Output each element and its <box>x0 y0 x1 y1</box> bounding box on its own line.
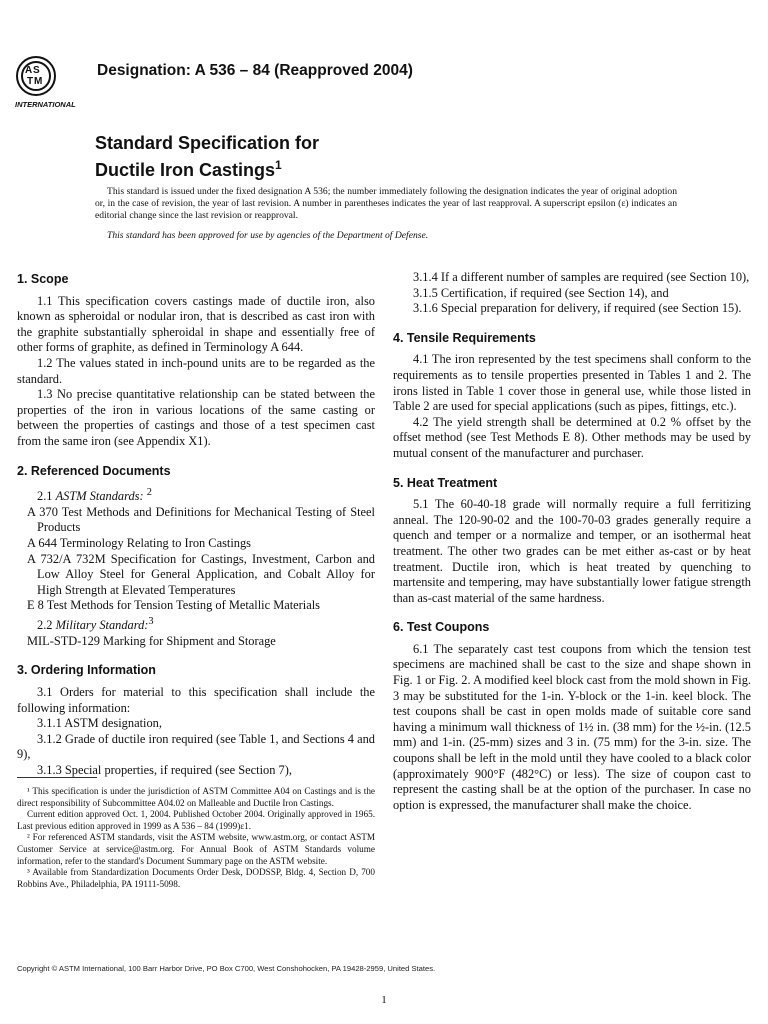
footnote-1-edition: Current edition approved Oct. 1, 2004. Published October 2004. Originally approved in 1965. Last previous edition approved in 1999 as A 536 – 84 (1999)ε1. <box>17 809 375 831</box>
svg-text:M: M <box>34 76 43 87</box>
para-2-2 <box>17 614 375 634</box>
left-column <box>17 272 375 778</box>
svg-text:S: S <box>33 65 40 76</box>
dod-approval-note: This standard has been approved for use by agencies of the Department of Defense. <box>107 230 429 241</box>
para-3-1-3: 3.1.3 Special properties, if required (see Section 7), <box>37 762 292 777</box>
para-4-1: 4.1 The iron represented by the test specimens shall conform to the requirements as to tensile properties presented in Tables 1 and 2. The irons listed in Table 1 cover those in general use, while those listed in Table 2 are used for special applications (such as pipes, fittings, etc.). <box>393 352 751 414</box>
ref-a732: A 732/A 732M Specification for Castings, Investment, Carbon and Low Alloy Steel for General Application, and Cobalt Alloy for High Strength at Elevated Temperatures <box>27 551 375 597</box>
para-3-1: 3.1 Orders for material to this specification shall include the following information: <box>17 684 375 715</box>
title-main: Ductile Iron Castings <box>95 160 276 180</box>
preamble <box>95 186 677 242</box>
astm-logo <box>14 52 86 110</box>
section-heading-ordering-information: 3. Ordering Information <box>17 663 156 678</box>
para-3-1-2: 3.1.2 Grade of ductile iron required (see Table 1, and Sections 4 and 9), <box>17 731 375 762</box>
footnote-3: ³ Available from Standardization Documents Order Desk, DODSSP, Bldg. 4, Section D, 700 Robbins Ave., Philadelphia, PA 19111-5098. <box>17 867 375 889</box>
para-3-1-6: 3.1.6 Special preparation for delivery, if required (see Section 15). <box>413 301 742 316</box>
title-line-2 <box>95 154 319 181</box>
ref-mil-std-129: MIL-STD-129 Marking for Shipment and Storage <box>27 633 276 648</box>
ref-a644: A 644 Terminology Relating to Iron Castings <box>27 536 251 551</box>
designation: Designation: A 536 – 84 (Reapproved 2004) <box>97 62 413 79</box>
para-2-1 <box>17 485 375 505</box>
para-2-2-sup: 3 <box>148 616 154 627</box>
para-2-1-label: ASTM Standards: <box>55 489 144 504</box>
copyright-line: Copyright © ASTM International, 100 Barr Harbor Drive, PO Box C700, West Conshohocken, PA 19428-2959, United States. <box>17 964 436 973</box>
footnote-divider <box>17 777 97 778</box>
para-1-3: 1.3 No precise quantitative relationship can be stated between the properties of the iron in various locations of the same casting or between the properties of castings and those of a test specimen cast from the same iron (see Appendix X1). <box>17 387 375 448</box>
title-line-1: Standard Specification for <box>95 133 320 153</box>
para-2-1-sup: 2 <box>146 487 152 499</box>
para-1-1: 1.1 This specification covers castings made of ductile iron, also known as spheroidal or nodular iron, that is described as cast iron with the graphite substantially spheroidal in shape and essentially free of other forms of graphite, as defined in Terminology A 644. <box>17 293 375 355</box>
svg-text:A: A <box>25 65 33 76</box>
svg-text:INTERNATIONAL: INTERNATIONAL <box>15 100 76 109</box>
ref-a370: A 370 Test Methods and Definitions for Mechanical Testing of Steel Products <box>27 504 375 535</box>
title-block <box>95 132 319 181</box>
para-2-1-num: 2.1 <box>37 489 53 504</box>
page-number: 1 <box>381 994 387 1006</box>
footnote-1: ¹ This specification is under the jurisdiction of ASTM Committee A04 on Castings and is the direct responsibility of Subcommittee A04.02 on Malleable and Ductile Iron Castings. <box>17 786 375 808</box>
para-4-2: 4.2 The yield strength shall be determined at 0.2 % offset by the offset method (see Test Methods E 8). Other methods may be used by mutual consent of the manufacturer and purchaser. <box>393 414 751 460</box>
section-heading-scope: 1. Scope <box>17 272 69 286</box>
right-column <box>393 270 751 813</box>
para-2-2-label: Military Standard: <box>55 618 149 633</box>
preamble-text: This standard is issued under the fixed designation A 536; the number immediately following the designation indicates the year of original adoption or, in the case of revision, the year of last revision. A number in parentheses indicates the year of last reapproval. A superscript epsilon (ε) indicates an editorial change since the last revision or reapproval. <box>95 186 677 221</box>
footnotes <box>17 786 375 890</box>
footnote-2: ² For referenced ASTM standards, visit the ASTM website, www.astm.org, or contact ASTM Customer Service at service@astm.org. For Annual Book of ASTM Standards volume information, refer to the standard's Document Summary page on the ASTM website. <box>17 832 375 866</box>
section-heading-test-coupons: 6. Test Coupons <box>393 620 490 635</box>
para-1-2: 1.2 The values stated in inch-pound units are to be regarded as the standard. <box>17 355 375 386</box>
ref-e8: E 8 Test Methods for Tension Testing of Metallic Materials <box>27 598 321 613</box>
title-footnote-mark: 1 <box>275 158 282 172</box>
para-3-1-4: 3.1.4 If a different number of samples are required (see Section 10), <box>413 270 750 284</box>
section-heading-heat-treatment: 5. Heat Treatment <box>393 475 498 490</box>
para-3-1-5: 3.1.5 Certification, if required (see Section 14), and <box>413 285 669 300</box>
para-6-1: 6.1 The separately cast test coupons from which the tension test specimens are machined shall be cast to the size and shape shown in Fig. 1 or Fig. 2. A modified keel block cast from the mold shown in Fig. 3 may be substituted for the 1-in. Y-block or the 1-in. keel block. The test coupons shall be cast in open molds made of suitable core sand having a minimum wall thickness of 1½ in. (38 mm) for the ½-in. (12.5 mm) and 1-in. (25-mm) sizes and 3 in. (75 mm) for the 3-in. size. The coupons shall be left in the mold until they have cooled to a black color (approximately 900°F (482°C) or less). The size of coupon cast to represent the casting shall be at the option of the purchaser. In case no option is expressed, the manufacturer shall make the choice. <box>393 641 751 812</box>
para-2-2-num: 2.2 <box>37 618 53 633</box>
section-heading-referenced-documents: 2. Referenced Documents <box>17 463 171 478</box>
para-3-1-1: 3.1.1 ASTM designation, <box>37 716 162 731</box>
section-heading-tensile-requirements: 4. Tensile Requirements <box>393 330 536 345</box>
para-5-1: 5.1 The 60-40-18 grade will normally require a full ferritizing anneal. The 120-90-02 and the 100-70-03 grades generally require a quench and temper or a normalize and temper, or an isothermal heat treatment. The other two grades can be met either as-cast or by heat treatment. Ductile iron, which is heat treated by quenching to martensite and tempering, may have substantially lower fatigue strength than as-cast material of the same hardness. <box>393 497 751 605</box>
svg-text:T: T <box>27 76 34 87</box>
